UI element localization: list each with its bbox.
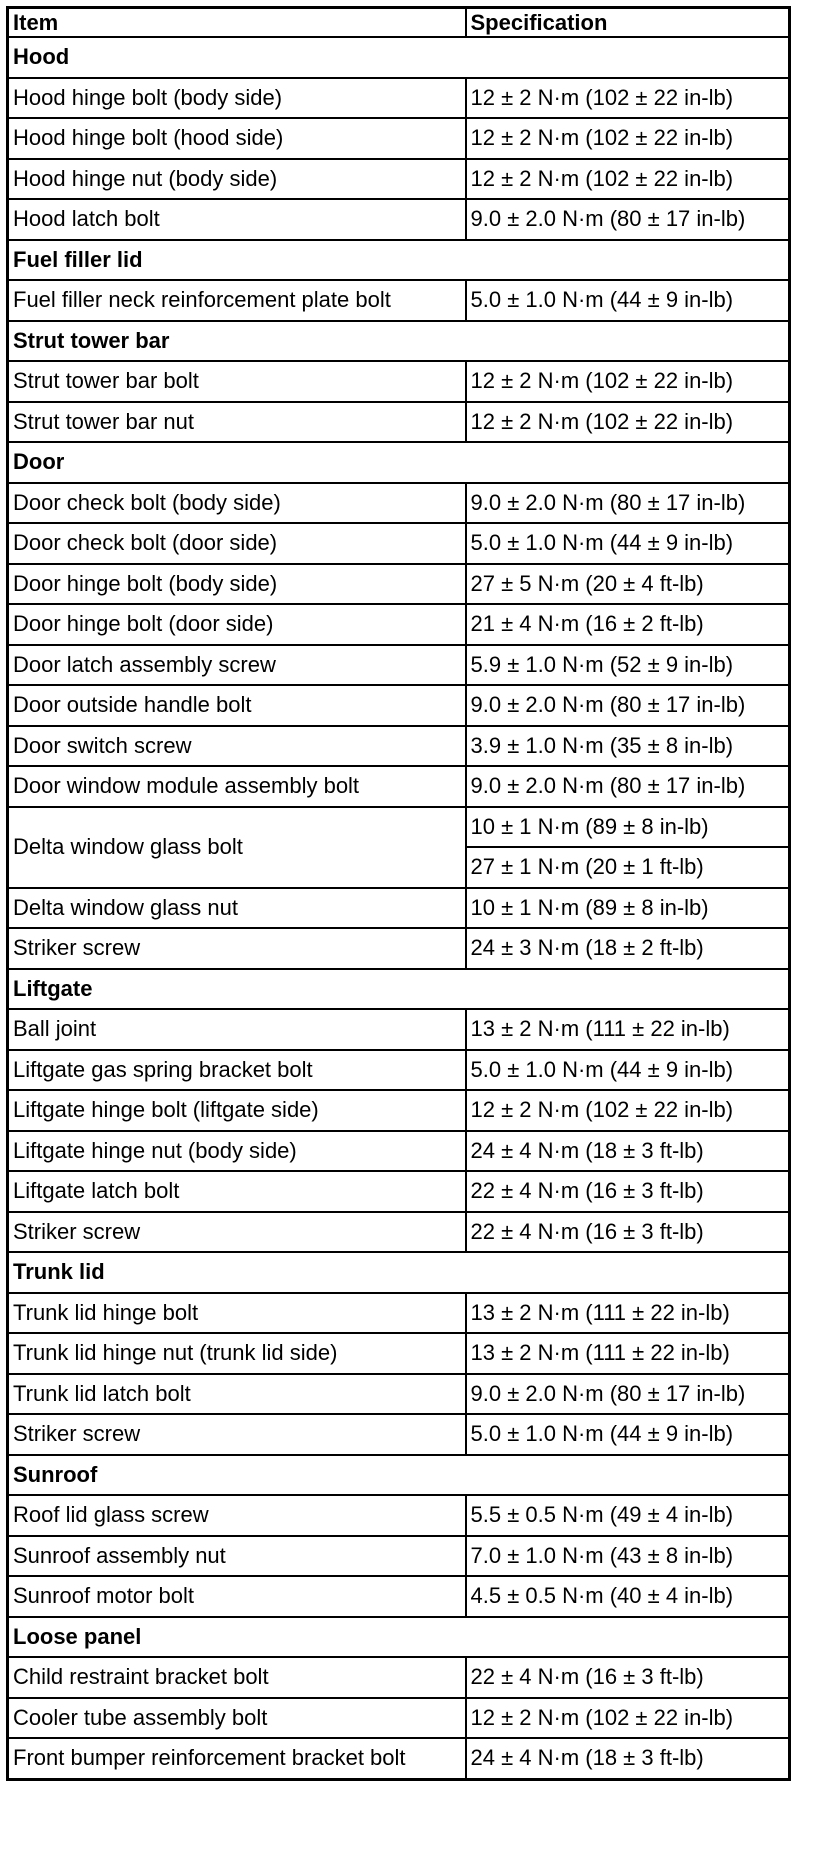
section-header-row xyxy=(8,37,790,78)
specification-cell: 13 ± 2 N·m (111 ± 22 in-lb) xyxy=(466,1009,790,1050)
item-cell: Door check bolt (body side) xyxy=(8,483,466,524)
table-row xyxy=(8,1414,790,1455)
specification-cell: 12 ± 2 N·m (102 ± 22 in-lb) xyxy=(466,78,790,119)
table-row xyxy=(8,685,790,726)
table-row xyxy=(8,199,790,240)
section-header-row xyxy=(8,1617,790,1658)
specification-cell: 7.0 ± 1.0 N·m (43 ± 8 in-lb) xyxy=(466,1536,790,1577)
item-cell: Door outside handle bolt xyxy=(8,685,466,726)
specification-cell: 12 ± 2 N·m (102 ± 22 in-lb) xyxy=(466,402,790,443)
item-cell: Liftgate hinge bolt (liftgate side) xyxy=(8,1090,466,1131)
specification-cell: 10 ± 1 N·m (89 ± 8 in-lb) xyxy=(466,888,790,929)
section-title: Trunk lid xyxy=(8,1252,790,1293)
specification-cell: 3.9 ± 1.0 N·m (35 ± 8 in-lb) xyxy=(466,726,790,767)
section-header-row xyxy=(8,1455,790,1496)
section-title: Fuel filler lid xyxy=(8,240,790,281)
item-cell: Liftgate hinge nut (body side) xyxy=(8,1131,466,1172)
table-row xyxy=(8,1090,790,1131)
specification-cell: 12 ± 2 N·m (102 ± 22 in-lb) xyxy=(466,159,790,200)
table-row xyxy=(8,78,790,119)
table-row xyxy=(8,1131,790,1172)
section-header-row xyxy=(8,969,790,1010)
specification-cell: 22 ± 4 N·m (16 ± 3 ft-lb) xyxy=(466,1212,790,1253)
item-cell: Roof lid glass screw xyxy=(8,1495,466,1536)
specification-column-header: Specification xyxy=(466,8,790,38)
item-cell: Delta window glass nut xyxy=(8,888,466,929)
specification-cell: 9.0 ± 2.0 N·m (80 ± 17 in-lb) xyxy=(466,483,790,524)
table-row xyxy=(8,1009,790,1050)
section-title: Strut tower bar xyxy=(8,321,790,362)
specification-cell: 5.9 ± 1.0 N·m (52 ± 9 in-lb) xyxy=(466,645,790,686)
specification-cell: 22 ± 4 N·m (16 ± 3 ft-lb) xyxy=(466,1657,790,1698)
table-row xyxy=(8,1657,790,1698)
torque-spec-table xyxy=(6,6,791,1781)
section-title: Loose panel xyxy=(8,1617,790,1658)
section-header-row xyxy=(8,321,790,362)
specification-cell: 5.0 ± 1.0 N·m (44 ± 9 in-lb) xyxy=(466,1414,790,1455)
section-title: Door xyxy=(8,442,790,483)
specification-cell: 9.0 ± 2.0 N·m (80 ± 17 in-lb) xyxy=(466,1374,790,1415)
table-row xyxy=(8,726,790,767)
specification-cell: 9.0 ± 2.0 N·m (80 ± 17 in-lb) xyxy=(466,766,790,807)
item-cell: Trunk lid hinge nut (trunk lid side) xyxy=(8,1333,466,1374)
table-row xyxy=(8,361,790,402)
table-header-row xyxy=(8,8,790,38)
item-cell: Liftgate gas spring bracket bolt xyxy=(8,1050,466,1091)
specification-cell: 9.0 ± 2.0 N·m (80 ± 17 in-lb) xyxy=(466,685,790,726)
item-cell: Striker screw xyxy=(8,928,466,969)
table-row xyxy=(8,1374,790,1415)
section-header-row xyxy=(8,442,790,483)
specification-cell: 13 ± 2 N·m (111 ± 22 in-lb) xyxy=(466,1293,790,1334)
specification-cell: 21 ± 4 N·m (16 ± 2 ft-lb) xyxy=(466,604,790,645)
item-cell: Door check bolt (door side) xyxy=(8,523,466,564)
section-title: Sunroof xyxy=(8,1455,790,1496)
table-row xyxy=(8,604,790,645)
table-row xyxy=(8,1738,790,1779)
table-row xyxy=(8,523,790,564)
item-cell: Hood hinge nut (body side) xyxy=(8,159,466,200)
specification-cell: 5.0 ± 1.0 N·m (44 ± 9 in-lb) xyxy=(466,523,790,564)
table-row xyxy=(8,1171,790,1212)
table-row xyxy=(8,1576,790,1617)
specification-cell: 27 ± 5 N·m (20 ± 4 ft-lb) xyxy=(466,564,790,605)
spec-table-container xyxy=(6,6,788,1781)
specification-cell: 9.0 ± 2.0 N·m (80 ± 17 in-lb) xyxy=(466,199,790,240)
table-row xyxy=(8,1333,790,1374)
table-row xyxy=(8,928,790,969)
table-row xyxy=(8,1050,790,1091)
item-cell: Trunk lid hinge bolt xyxy=(8,1293,466,1334)
item-cell: Sunroof assembly nut xyxy=(8,1536,466,1577)
specification-cell: 24 ± 3 N·m (18 ± 2 ft-lb) xyxy=(466,928,790,969)
item-cell: Striker screw xyxy=(8,1212,466,1253)
specification-cell: 12 ± 2 N·m (102 ± 22 in-lb) xyxy=(466,1698,790,1739)
item-cell: Delta window glass bolt xyxy=(8,807,466,888)
table-row xyxy=(8,402,790,443)
table-row xyxy=(8,807,790,848)
table-row xyxy=(8,1698,790,1739)
specification-cell: 5.5 ± 0.5 N·m (49 ± 4 in-lb) xyxy=(466,1495,790,1536)
section-title: Liftgate xyxy=(8,969,790,1010)
table-row xyxy=(8,159,790,200)
item-cell: Strut tower bar nut xyxy=(8,402,466,443)
table-row xyxy=(8,1536,790,1577)
item-cell: Hood latch bolt xyxy=(8,199,466,240)
specification-cell: 12 ± 2 N·m (102 ± 22 in-lb) xyxy=(466,361,790,402)
item-cell: Striker screw xyxy=(8,1414,466,1455)
item-cell: Child restraint bracket bolt xyxy=(8,1657,466,1698)
table-row xyxy=(8,280,790,321)
table-row xyxy=(8,1293,790,1334)
item-cell: Hood hinge bolt (body side) xyxy=(8,78,466,119)
table-row xyxy=(8,888,790,929)
table-body xyxy=(8,37,790,1779)
item-cell: Door switch screw xyxy=(8,726,466,767)
item-column-header: Item xyxy=(8,8,466,38)
item-cell: Ball joint xyxy=(8,1009,466,1050)
item-cell: Front bumper reinforcement bracket bolt xyxy=(8,1738,466,1779)
specification-cell: 24 ± 4 N·m (18 ± 3 ft-lb) xyxy=(466,1738,790,1779)
table-row xyxy=(8,766,790,807)
specification-cell: 4.5 ± 0.5 N·m (40 ± 4 in-lb) xyxy=(466,1576,790,1617)
specification-cell: 22 ± 4 N·m (16 ± 3 ft-lb) xyxy=(466,1171,790,1212)
table-row xyxy=(8,645,790,686)
item-cell: Hood hinge bolt (hood side) xyxy=(8,118,466,159)
item-cell: Fuel filler neck reinforcement plate bolt xyxy=(8,280,466,321)
item-cell: Door hinge bolt (door side) xyxy=(8,604,466,645)
specification-cell: 12 ± 2 N·m (102 ± 22 in-lb) xyxy=(466,1090,790,1131)
section-header-row xyxy=(8,240,790,281)
item-cell: Sunroof motor bolt xyxy=(8,1576,466,1617)
item-cell: Trunk lid latch bolt xyxy=(8,1374,466,1415)
item-cell: Strut tower bar bolt xyxy=(8,361,466,402)
table-row xyxy=(8,564,790,605)
table-row xyxy=(8,1212,790,1253)
specification-cell: 27 ± 1 N·m (20 ± 1 ft-lb) xyxy=(466,847,790,888)
specification-cell: 5.0 ± 1.0 N·m (44 ± 9 in-lb) xyxy=(466,1050,790,1091)
specification-cell: 5.0 ± 1.0 N·m (44 ± 9 in-lb) xyxy=(466,280,790,321)
table-row xyxy=(8,118,790,159)
specification-cell: 24 ± 4 N·m (18 ± 3 ft-lb) xyxy=(466,1131,790,1172)
item-cell: Liftgate latch bolt xyxy=(8,1171,466,1212)
item-cell: Door latch assembly screw xyxy=(8,645,466,686)
specification-cell: 13 ± 2 N·m (111 ± 22 in-lb) xyxy=(466,1333,790,1374)
section-title: Hood xyxy=(8,37,790,78)
section-header-row xyxy=(8,1252,790,1293)
specification-cell: 12 ± 2 N·m (102 ± 22 in-lb) xyxy=(466,118,790,159)
table-row xyxy=(8,1495,790,1536)
specification-cell: 10 ± 1 N·m (89 ± 8 in-lb) xyxy=(466,807,790,848)
table-row xyxy=(8,483,790,524)
item-cell: Door hinge bolt (body side) xyxy=(8,564,466,605)
item-cell: Door window module assembly bolt xyxy=(8,766,466,807)
item-cell: Cooler tube assembly bolt xyxy=(8,1698,466,1739)
